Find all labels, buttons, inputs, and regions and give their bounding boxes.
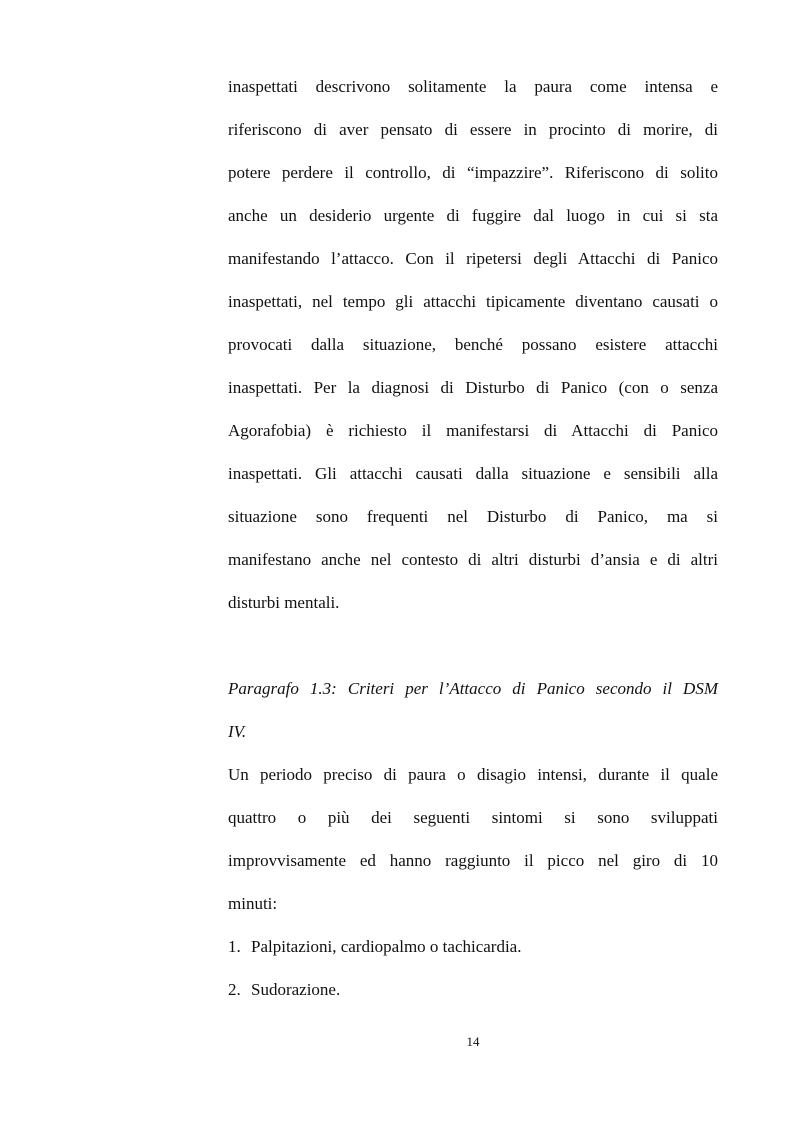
body-text-line: inaspettati, nel tempo gli attacchi tipicamente diventano causati o [228, 292, 718, 311]
body-text-line: manifestano anche nel contesto di altri disturbi d’ansia e di altri [228, 550, 718, 569]
body-text-line: disturbi mentali. [228, 593, 340, 612]
body-text-line: anche un desiderio urgente di fuggire dal luogo in cui si sta [228, 206, 718, 225]
body-text-line: potere perdere il controllo, di “impazzire”. Riferiscono di solito [228, 163, 718, 182]
body-text-line: situazione sono frequenti nel Disturbo di Panico, ma si [228, 507, 718, 526]
body-text-line: Un periodo preciso di paura o disagio intensi, durante il quale [228, 765, 718, 784]
body-text-line: provocati dalla situazione, benché possano esistere attacchi [228, 335, 718, 354]
body-text-line: improvvisamente ed hanno raggiunto il picco nel giro di 10 [228, 851, 718, 870]
list-item-text: Sudorazione. [251, 980, 341, 999]
list-item-text: Palpitazioni, cardiopalmo o tachicardia. [251, 937, 522, 956]
section-heading: Paragrafo 1.3: Criteri per l’Attacco di Panico secondo il DSM [228, 679, 718, 698]
body-text-line: manifestando l’attacco. Con il ripetersi degli Attacchi di Panico [228, 249, 718, 268]
body-text-line: inaspettati descrivono solitamente la paura come intensa e [228, 77, 718, 96]
page-number: 14 [466, 1034, 480, 1049]
list-item-number: 1. [228, 937, 241, 956]
list-item [228, 936, 521, 958]
body-text-line: minuti: [228, 894, 278, 913]
body-text-line: riferiscono di aver pensato di essere in procinto di morire, di [228, 120, 718, 139]
body-text-line: quattro o più dei seguenti sintomi si sono sviluppati [228, 808, 718, 827]
body-text-line: Agorafobia) è richiesto il manifestarsi di Attacchi di Panico [228, 421, 718, 440]
list-item [228, 979, 340, 1001]
body-text-line: inaspettati. Gli attacchi causati dalla situazione e sensibili alla [228, 464, 718, 483]
section-heading: IV. [228, 722, 247, 741]
body-text-line: inaspettati. Per la diagnosi di Disturbo di Panico (con o senza [228, 378, 718, 397]
list-item-number: 2. [228, 980, 241, 999]
